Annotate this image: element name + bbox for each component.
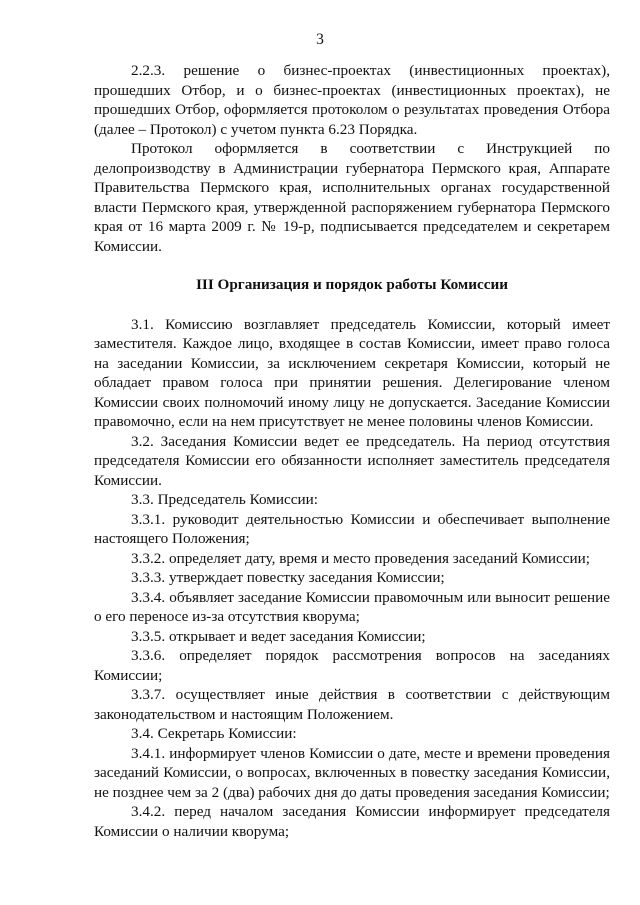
paragraph-3-3-3: 3.3.3. утверждает повестку заседания Комиссии; [131, 569, 445, 586]
paragraph-3-1: 3.1. Комиссию возглавляет председатель Комиссии, который имеет заместителя. Каждое лицо, входящее в состав Комиссии, имеет право голоса на заседании Комиссии, за исключением секретаря Комиссии, который не обладает правом голоса при принятии решения. Делегирование членом Комиссии своих полномочий иному лицу не допускается. Заседание Комиссии правомочно, если на нем присутствует не менее половины членов Комиссии. [94, 315, 610, 430]
page-number: 3 [316, 31, 324, 48]
paragraph-3-4-1: 3.4.1. информирует членов Комиссии о дате, месте и времени проведения заседаний Комиссии, о вопросах, включенных в повестку заседания Комиссии, не позднее чем за 2 (два) рабочих дня до даты проведения заседания Комиссии; [94, 744, 610, 801]
paragraph-2-2-3: 2.2.3. решение о бизнес-проектах (инвестиционных проектах), прошедших Отбор, и о бизнес-проектах (инвестиционных проектах), не прошедших Отбор, оформляется протоколом о результатах проведения Отбора (далее – Протокол) с учетом пункта 6.23 Порядка. [94, 62, 610, 138]
paragraph-protocol: Протокол оформляется в соответствии с Инструкцией по делопроизводству в Администрации губернатора Пермского края, Аппарате Правительства Пермского края, исполнительных органах государственной власти Пермского края, утвержденной распоряжением губернатора Пермского края от 16 марта 2009 г. № 19-р, подписывается председателем и секретарем Комиссии. [94, 140, 610, 255]
paragraph-3-3-4: 3.3.4. объявляет заседание Комиссии правомочным или выносит решение о его переносе из-за отсутствия кворума; [94, 588, 610, 625]
paragraph-3-3-7: 3.3.7. осуществляет иные действия в соответствии с действующим законодательством и настоящим Положением. [94, 686, 610, 723]
paragraph-3-4-2: 3.4.2. перед началом заседания Комиссии информирует председателя Комиссии о наличии кворума; [94, 803, 610, 840]
paragraph-3-3-1: 3.3.1. руководит деятельностью Комиссии и обеспечивает выполнение настоящего Положения; [94, 510, 610, 547]
paragraph-3-3: 3.3. Председатель Комиссии: [131, 491, 319, 508]
document-body [94, 61, 610, 841]
section-heading: III Организация и порядок работы Комиссии [196, 276, 508, 293]
paragraph-3-2: 3.2. Заседания Комиссии ведет ее председатель. На период отсутствия председателя Комиссии его обязанности исполняет заместитель председателя Комиссии. [94, 432, 610, 489]
paragraph-3-4: 3.4. Секретарь Комиссии: [131, 725, 297, 742]
paragraph-3-3-2: 3.3.2. определяет дату, время и место проведения заседаний Комиссии; [131, 549, 591, 567]
paragraph-3-3-6: 3.3.6. определяет порядок рассмотрения вопросов на заседаниях Комиссии; [94, 647, 610, 684]
paragraph-3-3-5: 3.3.5. открывает и ведет заседания Комиссии; [131, 627, 426, 645]
